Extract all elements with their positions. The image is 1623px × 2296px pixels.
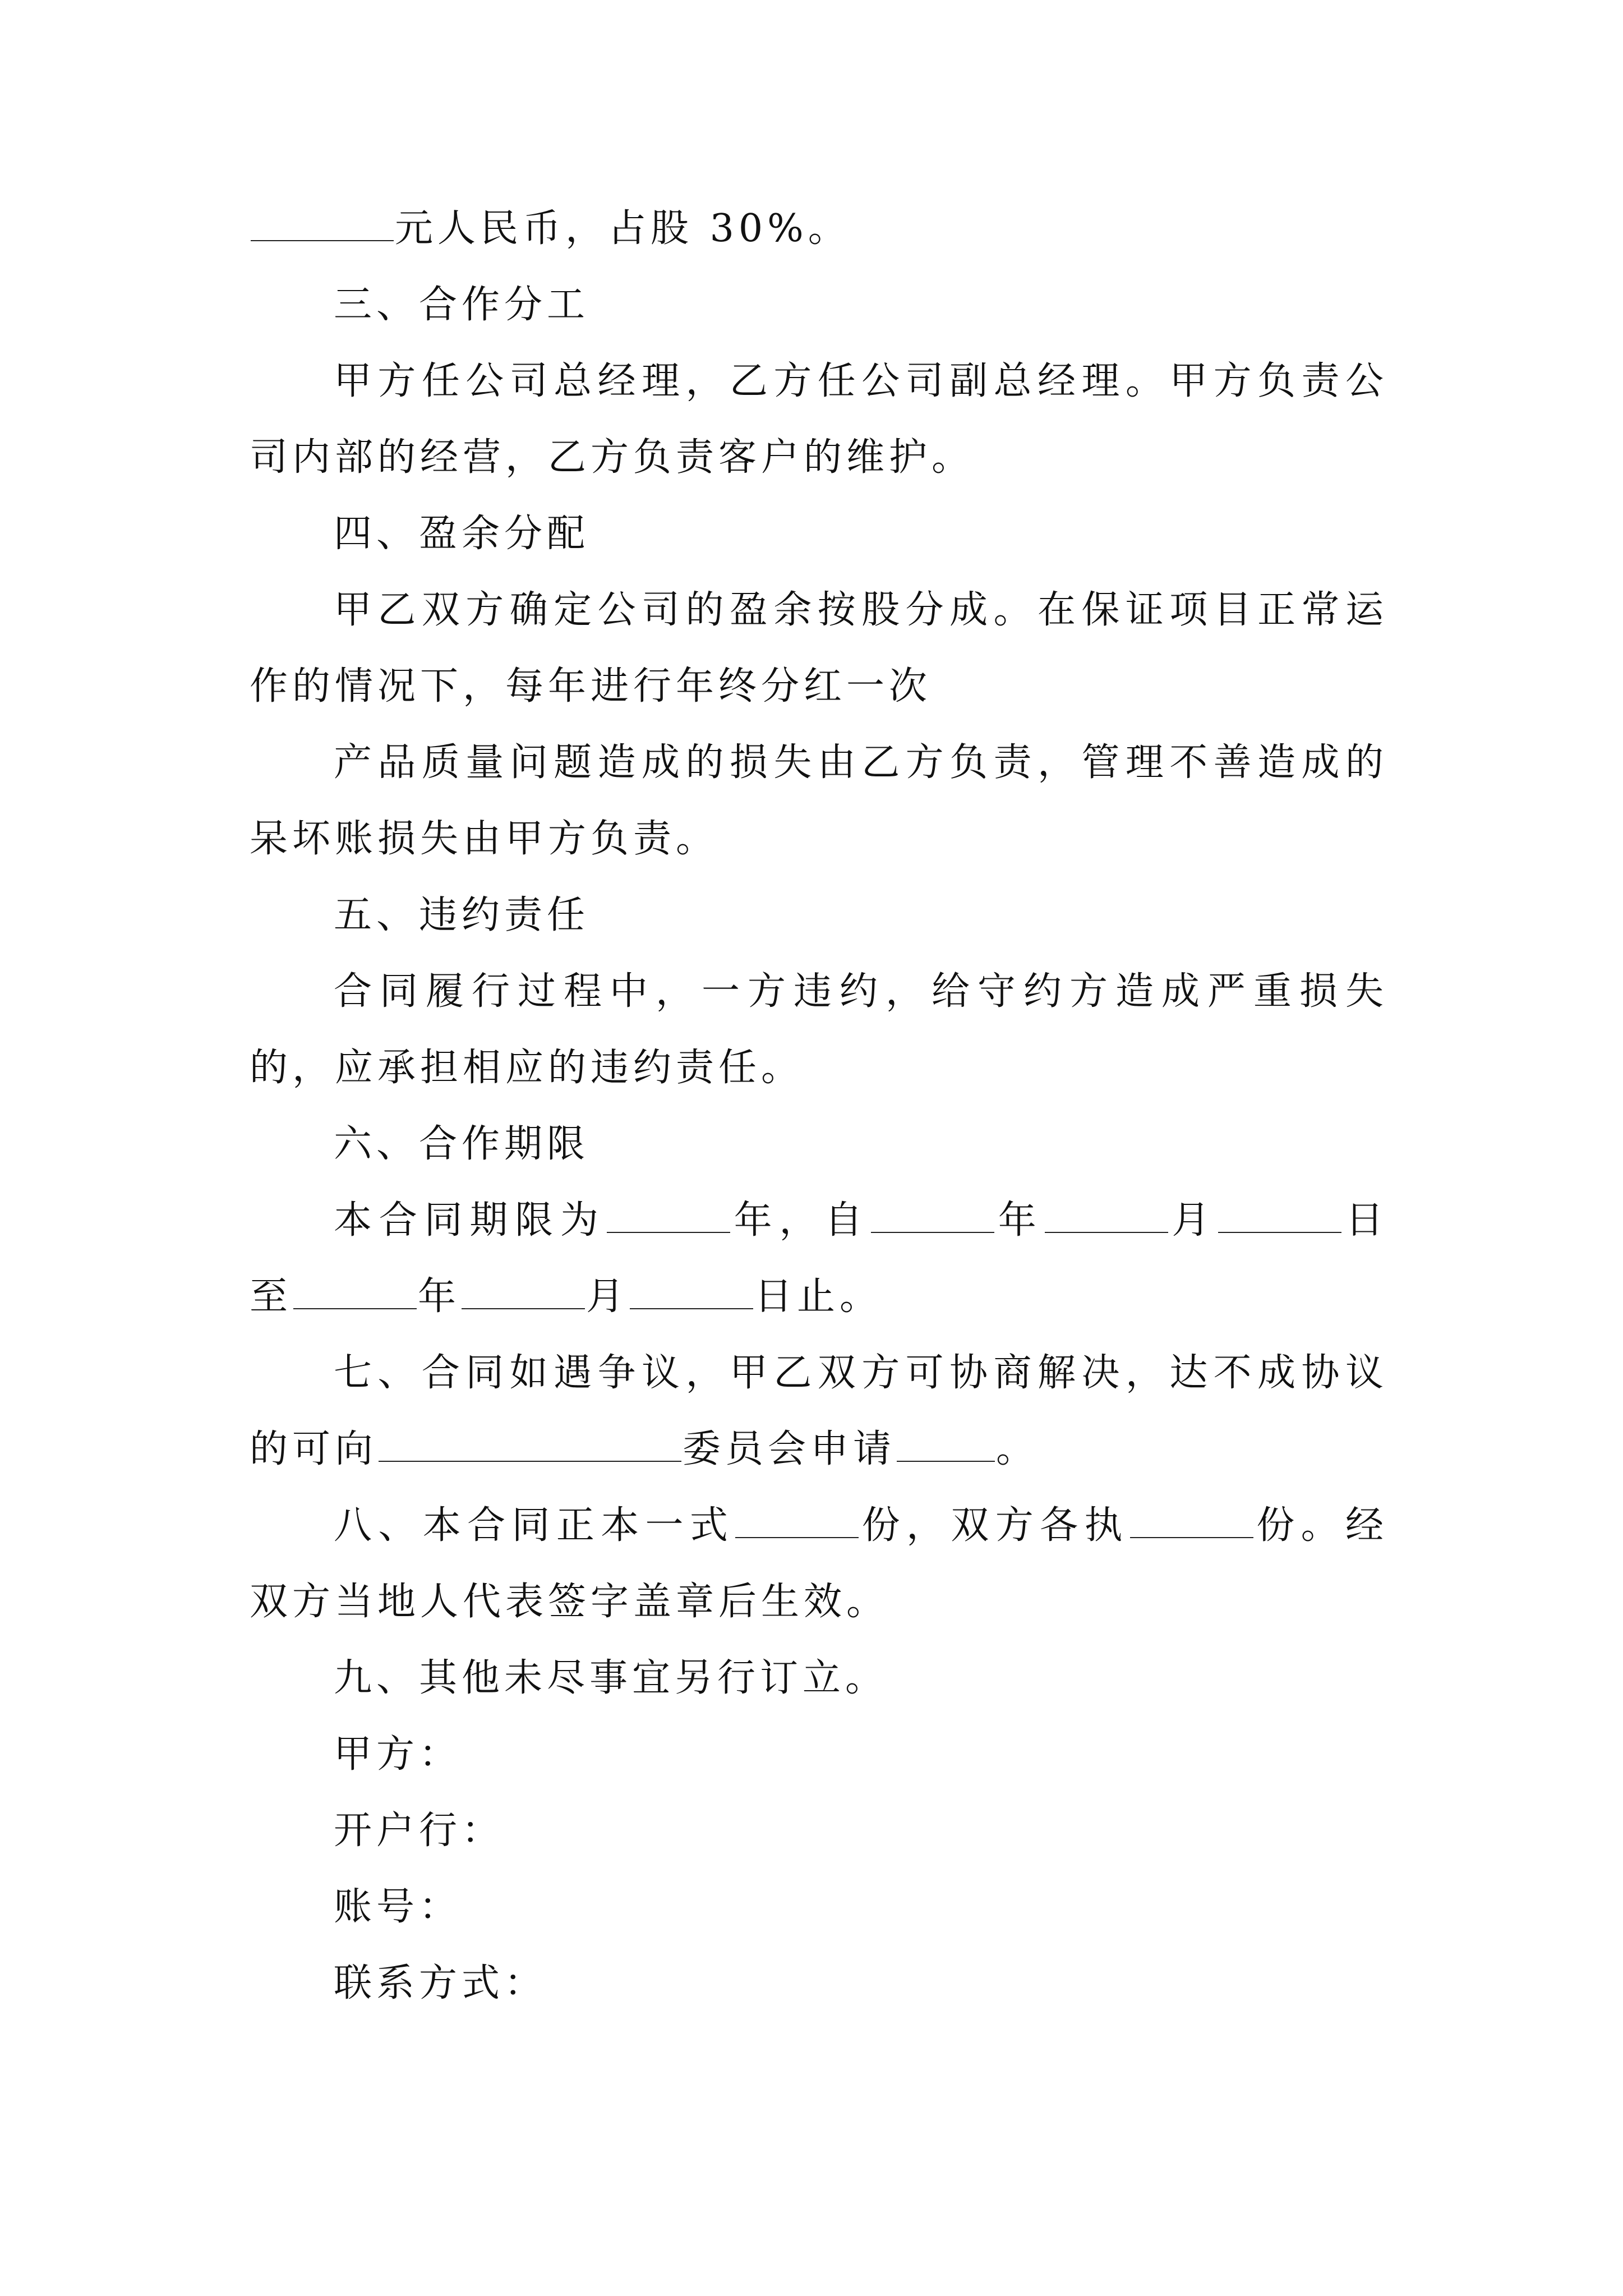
liability-paragraph: 合同履行过程中，一方违约，给守约方造成严重损失的，应承担相应的违约责任。 <box>250 969 1388 1090</box>
party-a-label: 甲方： <box>334 1732 462 1777</box>
copies-text-1: 八、本合同正本一式 <box>334 1503 735 1548</box>
account-label: 账号： <box>334 1885 462 1929</box>
investment-text: 元人民币，占股 30%。 <box>395 206 851 251</box>
term-paragraph <box>250 1182 1388 1335</box>
copies-text-2: 份，双方各执 <box>860 1503 1129 1548</box>
contact-label: 联系方式： <box>334 1961 547 2005</box>
dispute-text-1: 七、合同如遇争议，甲乙双方可协商解决，达不成协议的可向 <box>250 1351 1388 1471</box>
amount-blank <box>251 203 394 241</box>
other-matters-paragraph: 九、其他未尽事宜另行订立。 <box>334 1656 888 1700</box>
cooperation-paragraph: 甲方任公司总经理，乙方任公司副总经理。甲方负责公司内部的经营，乙方负责客户的维护。 <box>250 359 1388 480</box>
profit-paragraph: 甲乙双方确定公司的盈余按股分成。在保证项目正常运作的情况下，每年进行年终分红一次 <box>250 588 1388 708</box>
loss-paragraph: 产品质量问题造成的损失由乙方负责，管理不善造成的呆坏账损失由甲方负责。 <box>250 740 1388 861</box>
committee-blank <box>379 1424 681 1462</box>
term-text-8: 日止。 <box>754 1274 883 1319</box>
term-text-4: 月 <box>1169 1198 1218 1243</box>
term-text-7: 月 <box>586 1274 629 1319</box>
bank-label: 开户行： <box>334 1809 505 1853</box>
section-heading-liability: 五、违约责任 <box>334 893 590 937</box>
term-text-6: 年 <box>418 1274 461 1319</box>
term-text-3: 年 <box>995 1198 1044 1243</box>
end-month-blank <box>462 1271 585 1309</box>
copies-each-blank <box>1130 1500 1253 1538</box>
start-day-blank <box>1218 1195 1341 1233</box>
term-years-blank <box>607 1195 730 1233</box>
dispute-text-3: 。 <box>996 1427 1039 1471</box>
start-month-blank <box>1045 1195 1168 1233</box>
term-text-1: 本合同期限为 <box>334 1198 606 1243</box>
dispute-paragraph <box>250 1335 1388 1488</box>
section-heading-term: 六、合作期限 <box>334 1122 590 1166</box>
application-blank <box>897 1424 995 1462</box>
dispute-text-2: 委员会申请 <box>683 1427 896 1471</box>
term-text-2: 年，自 <box>731 1198 870 1243</box>
end-day-blank <box>630 1271 753 1309</box>
copies-text-3: 份。经双方当地人代表签字盖章后生效。 <box>250 1503 1388 1624</box>
copies-paragraph <box>250 1488 1388 1640</box>
investment-line <box>250 191 1388 267</box>
section-heading-profit: 四、盈余分配 <box>334 512 590 556</box>
end-year-blank <box>293 1271 417 1309</box>
document-body <box>250 191 1388 2022</box>
start-year-blank <box>871 1195 994 1233</box>
copies-total-blank <box>735 1500 859 1538</box>
term-text-5: 日至 <box>250 1198 1388 1319</box>
section-heading-cooperation: 三、合作分工 <box>334 283 590 327</box>
